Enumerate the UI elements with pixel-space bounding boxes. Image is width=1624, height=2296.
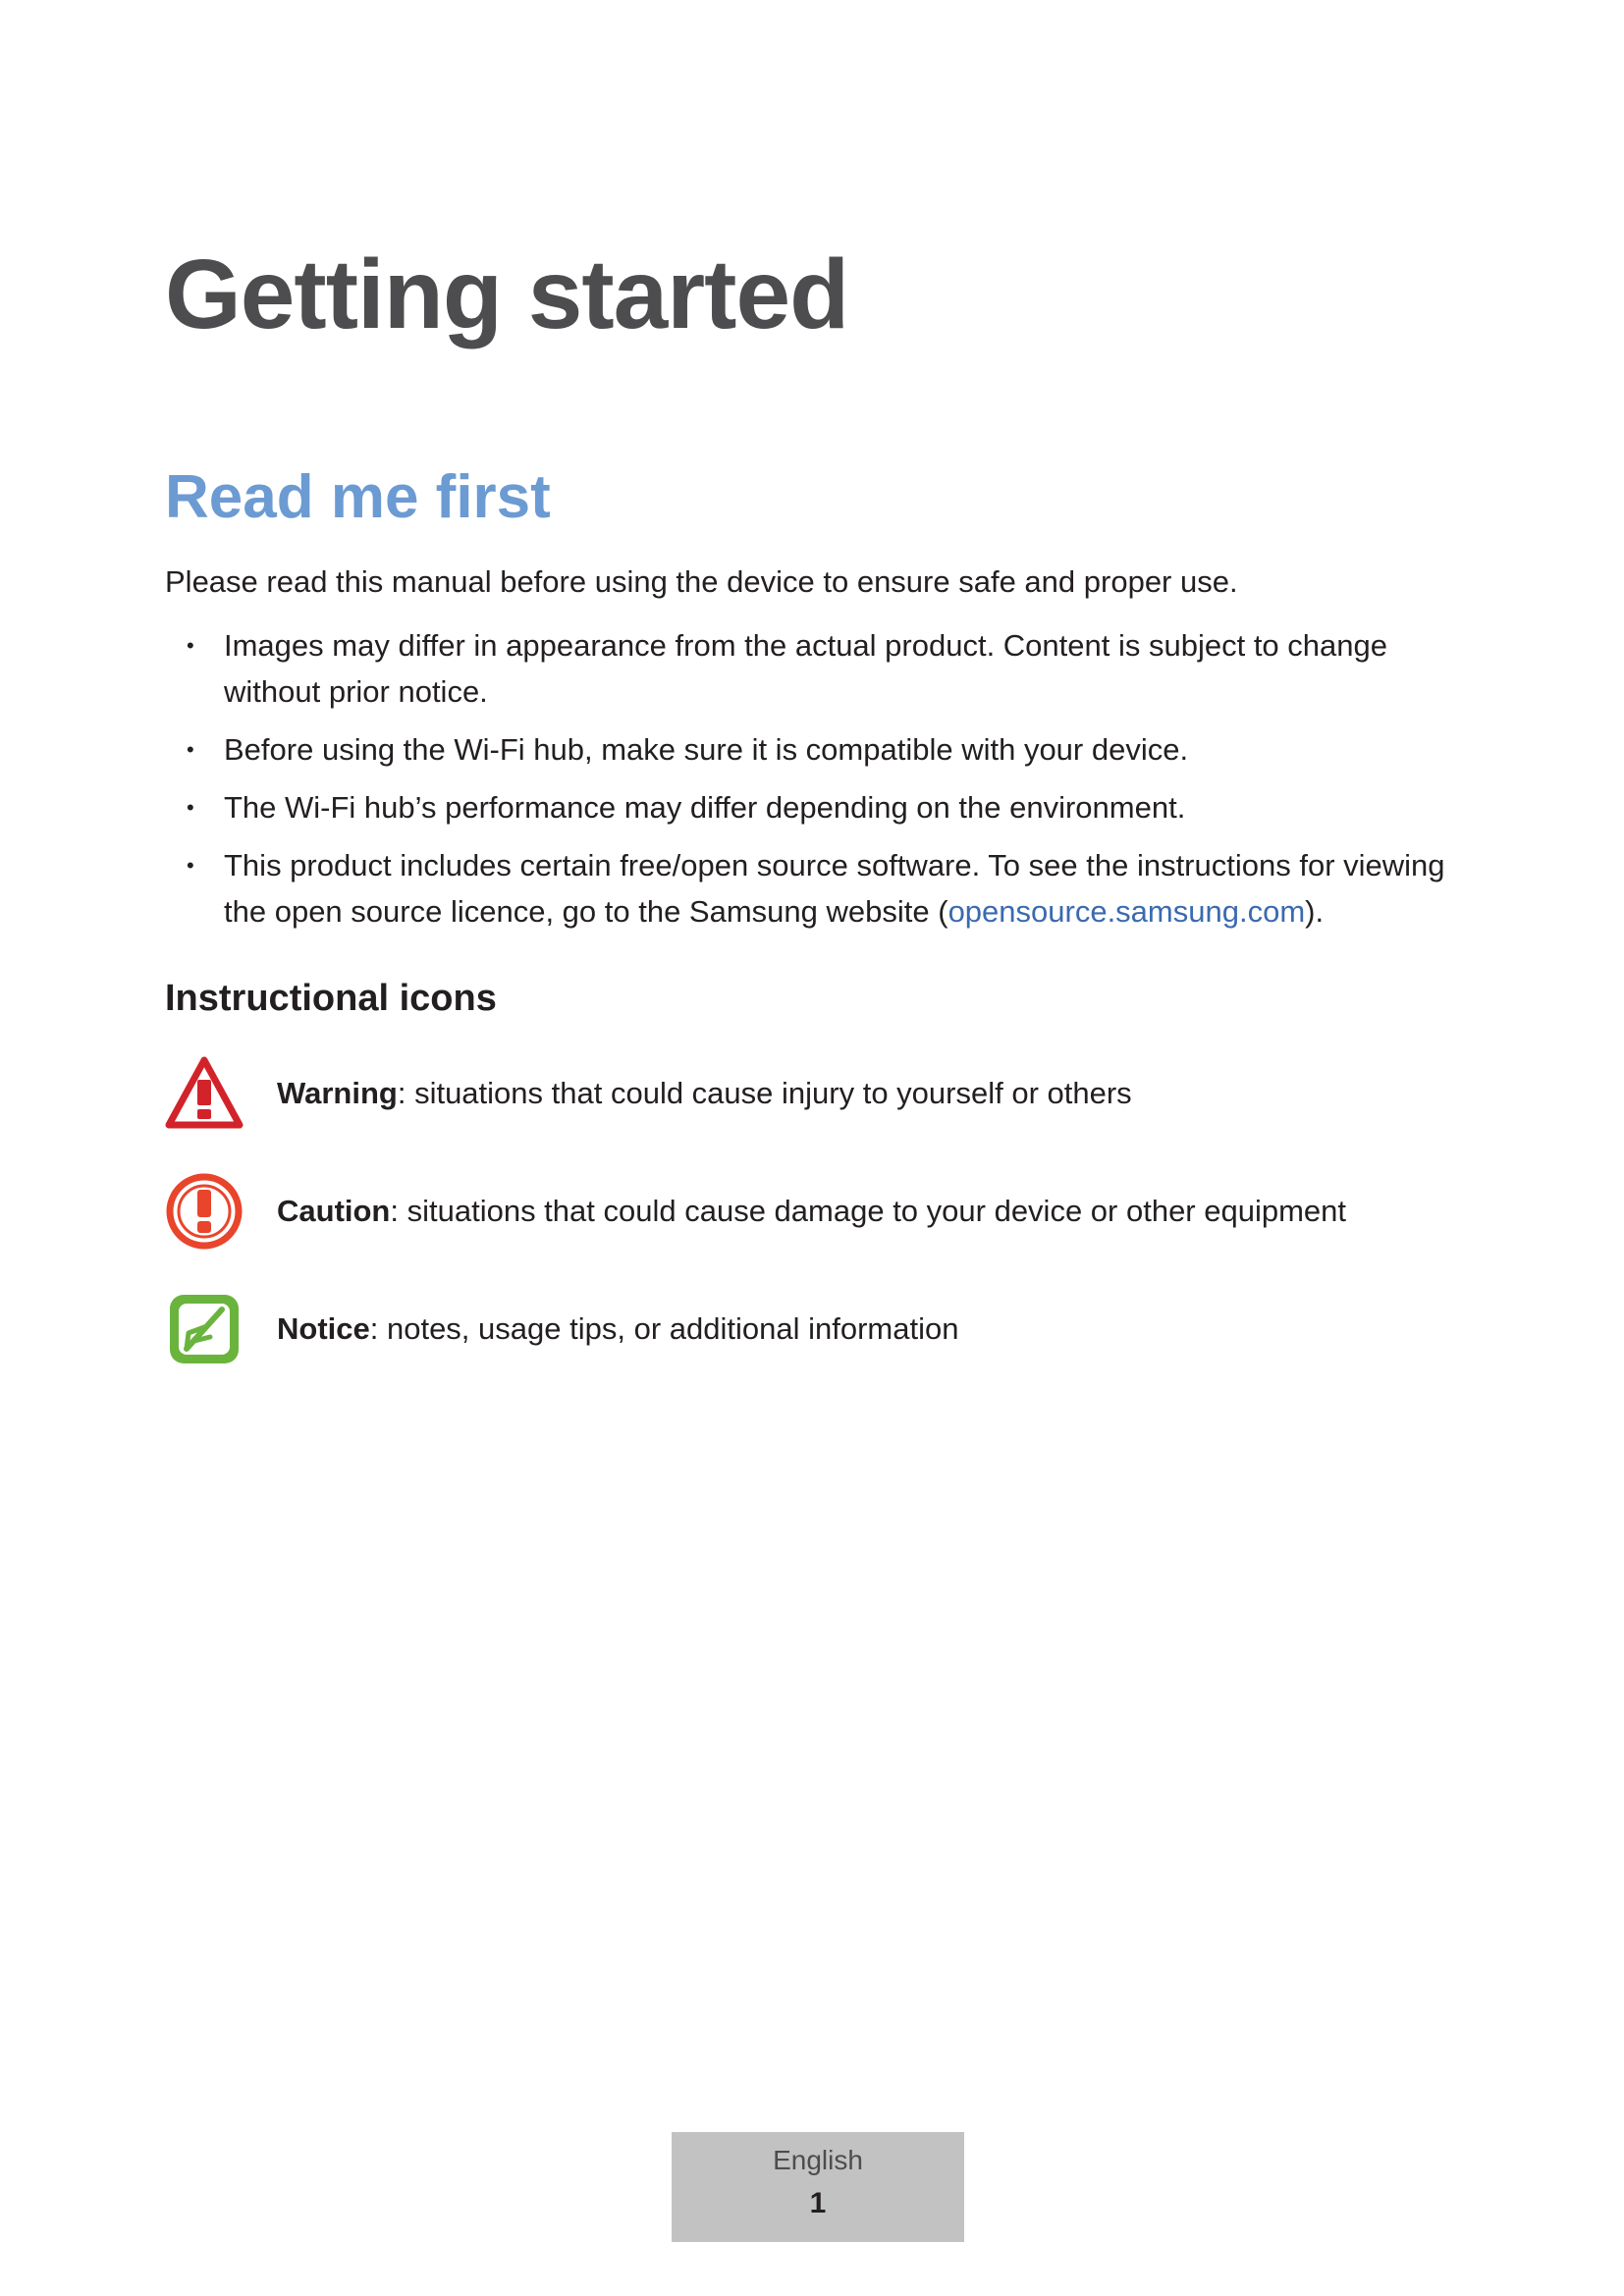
notice-text [277,1309,958,1349]
bullet-text: The Wi-Fi hub’s performance may differ depending on the environment. [224,790,1186,825]
caution-description: : situations that could cause damage to your device or other equipment [390,1194,1347,1228]
bullet-dot-icon: • [187,853,194,878]
opensource-link[interactable]: opensource.samsung.com [947,894,1306,929]
list-item [165,726,1490,773]
warning-triangle-icon [165,1054,244,1133]
footer-language: English [773,2145,863,2175]
list-item [165,784,1490,830]
notice-term: Notice [277,1311,370,1346]
notice-note-icon [165,1290,244,1368]
intro-paragraph: Please read this manual before using the device to ensure safe and proper use. [165,564,1238,599]
caution-circle-icon [165,1172,244,1251]
page-number: 1 [809,2187,827,2219]
warning-description: : situations that could cause injury to yourself or others [397,1076,1132,1110]
notice-row [165,1290,1490,1368]
list-item [165,622,1490,715]
caution-term: Caution [277,1194,391,1228]
bullet-text-before: This product includes certain free/open source software. To see the instructions for viewing the open source licence, go to the Samsung website ( [224,848,1445,929]
list-item [165,842,1490,934]
warning-text [277,1074,1132,1113]
warning-term: Warning [277,1076,398,1110]
bullet-text-after: ). [1305,894,1325,929]
caution-row [165,1172,1490,1251]
caution-text [277,1192,1346,1231]
bullet-dot-icon: • [187,633,194,658]
instructional-icons-heading: Instructional icons [165,978,497,1019]
bullet-text: Before using the Wi-Fi hub, make sure it is compatible with your device. [224,732,1189,767]
bullet-dot-icon: • [187,737,194,762]
notice-description: : notes, usage tips, or additional information [369,1311,959,1346]
warning-row [165,1054,1490,1133]
page-title: Getting started [165,240,849,349]
page-footer [672,2132,964,2242]
section-heading: Read me first [165,463,551,531]
bullet-text: Images may differ in appearance from the actual product. Content is subject to change without prior notice. [224,628,1387,709]
bullet-dot-icon: • [187,795,194,820]
bullet-list [165,622,1490,946]
